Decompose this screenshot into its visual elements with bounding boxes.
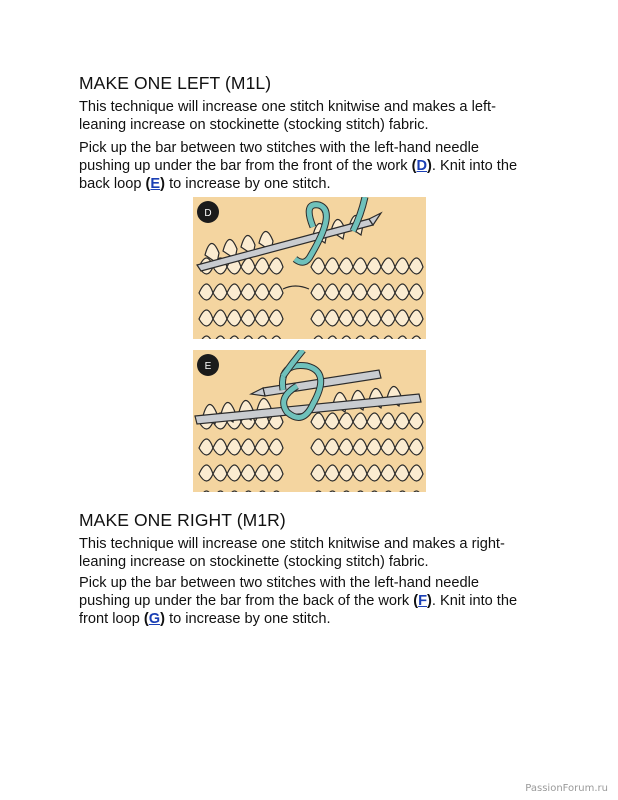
knitting-illustration-d: [193, 197, 426, 339]
m1l-description: This technique will increase one stitch knitwise and makes a left- leaning increase on stockinette (stocking stitch) fabric.: [79, 99, 496, 133]
figure-label-d: D: [204, 208, 212, 219]
knitting-illustration-e: [193, 350, 426, 492]
section-title-m1l: MAKE ONE LEFT (M1L): [79, 73, 272, 93]
watermark: PassionForum.ru: [525, 783, 608, 794]
figure-link-g[interactable]: G: [148, 611, 161, 627]
section-title-m1r: MAKE ONE RIGHT (M1R): [79, 510, 286, 530]
figure-label-e: E: [204, 361, 212, 372]
m1r-instructions: Pick up the bar between two stitches with the left-hand needle pushing up under the bar from the back of the work (F). Knit into the front loop (G) to increase by one stitch.: [79, 575, 518, 627]
figure-link-e[interactable]: E: [150, 176, 161, 192]
figure-link-f[interactable]: F: [418, 593, 428, 609]
illustration-d: [193, 197, 426, 339]
illustration-e: [193, 350, 426, 492]
m1r-description: This technique will increase one stitch knitwise and makes a right- leaning increase on stockinette (stocking stitch) fabric.: [79, 536, 505, 570]
figure-link-d[interactable]: D: [416, 158, 428, 174]
m1l-instructions: Pick up the bar between two stitches with the left-hand needle pushing up under the bar from the front of the work (D). Knit into the back loop (E) to increase by one stitch.: [79, 140, 518, 192]
